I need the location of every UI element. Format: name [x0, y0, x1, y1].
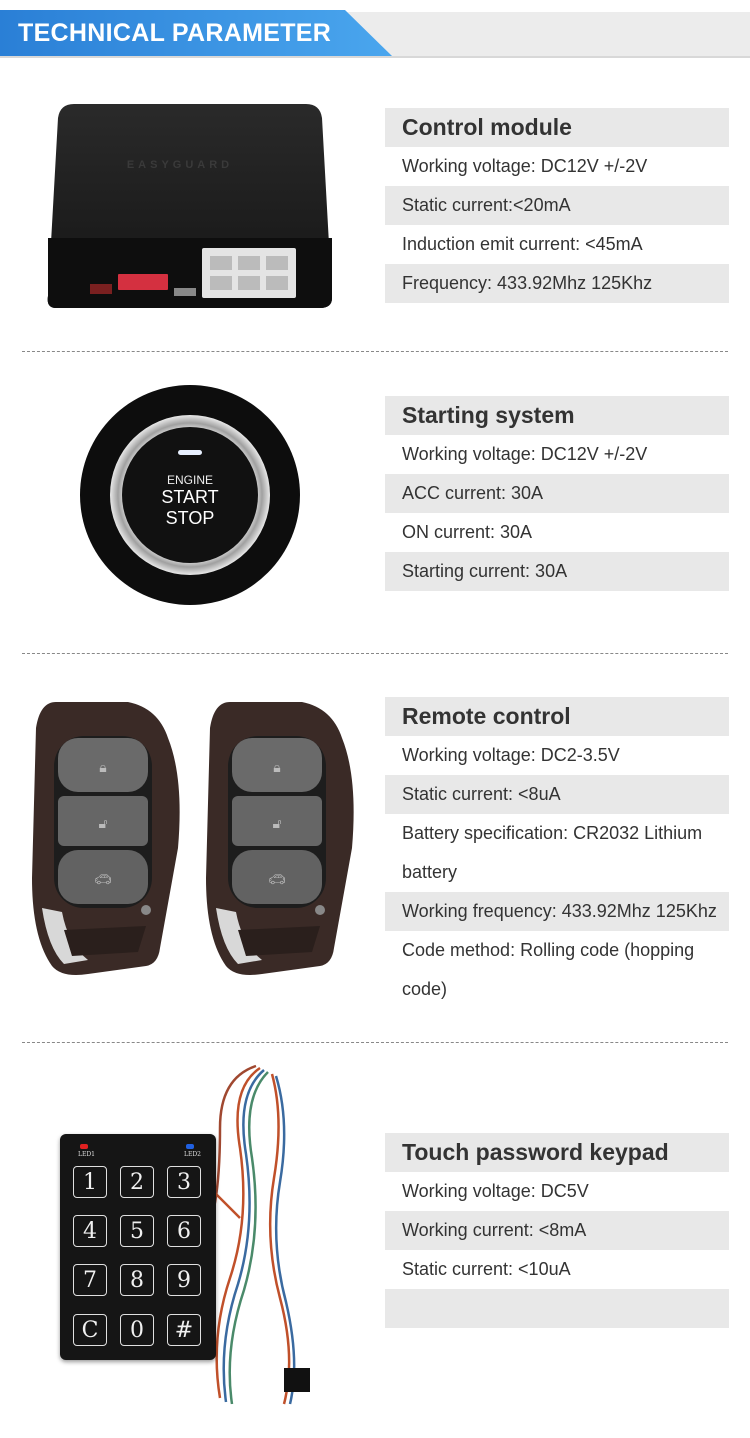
spec-row: Code method: Rolling code (hopping code) — [402, 940, 695, 999]
start-stop-button-image — [78, 384, 302, 606]
spec-row: Static current: <10uA — [402, 1259, 571, 1279]
spec-row: ACC current: 30A — [385, 474, 729, 513]
spec-row: Static current: <8uA — [385, 775, 729, 814]
section-divider — [22, 351, 728, 352]
spec-heading: Starting system — [385, 396, 729, 435]
section-divider — [22, 1042, 728, 1043]
spec-row: Working voltage: DC5V — [402, 1181, 589, 1201]
keypad-specs — [385, 1133, 729, 1328]
keypad-key: 4 — [73, 1215, 107, 1247]
keypad-key: 7 — [73, 1264, 107, 1296]
module-brand-text: EASYGUARD — [126, 159, 234, 171]
button-start-text: START — [161, 487, 219, 507]
svg-text:🔓︎: 🔓︎ — [98, 816, 108, 832]
header-underline — [0, 56, 750, 58]
keypad-key: C — [73, 1314, 107, 1346]
keypad-key: 9 — [167, 1264, 201, 1296]
spec-row: Induction emit current: <45mA — [402, 234, 643, 254]
remote-controls-image — [28, 698, 368, 980]
spec-row: Working voltage: DC12V +/-2V — [402, 444, 648, 464]
starting-system-specs — [385, 396, 729, 591]
keypad-key: 8 — [120, 1264, 154, 1296]
led2-label: LED2 — [184, 1151, 201, 1158]
spec-heading: Touch password keypad — [385, 1133, 729, 1172]
keypad-key: 6 — [167, 1215, 201, 1247]
button-engine-text: ENGINE — [166, 473, 214, 487]
keypad-key: 0 — [120, 1314, 154, 1346]
spec-row: Working frequency: 433.92Mhz 125Khz — [385, 892, 729, 931]
section-divider — [22, 653, 728, 654]
button-stop-text: STOP — [165, 508, 215, 528]
spec-heading: Control module — [385, 108, 729, 147]
remote-control-specs — [385, 697, 729, 1009]
spec-row: ON current: 30A — [402, 522, 533, 542]
svg-text:🔒︎: 🔒︎ — [273, 760, 281, 776]
section-header — [0, 0, 750, 58]
led2-indicator — [186, 1144, 194, 1149]
svg-text:🔓︎: 🔓︎ — [272, 816, 282, 832]
spec-row — [385, 1289, 729, 1328]
page-title: TECHNICAL PARAMETER — [18, 19, 332, 47]
keypad-key: 2 — [120, 1166, 154, 1198]
spec-row: Frequency: 433.92Mhz 125Khz — [385, 264, 729, 303]
svg-text:🔒︎: 🔒︎ — [99, 760, 107, 776]
keypad-key: # — [167, 1314, 201, 1346]
svg-text:🚗︎: 🚗︎ — [268, 872, 286, 888]
control-module-specs — [385, 108, 729, 303]
keypad-image — [60, 1134, 216, 1360]
remote-key-left — [32, 702, 180, 975]
spec-row: Static current:<20mA — [385, 186, 729, 225]
led1-label: LED1 — [78, 1151, 95, 1158]
svg-text:🚗︎: 🚗︎ — [94, 872, 112, 888]
remote-key-right — [206, 702, 354, 975]
spec-row: Working voltage: DC2-3.5V — [402, 745, 620, 765]
keypad-key: 1 — [73, 1166, 107, 1198]
spec-row: Starting current: 30A — [385, 552, 729, 591]
control-module-image — [44, 98, 340, 314]
keypad-key: 5 — [120, 1215, 154, 1247]
led1-indicator — [80, 1144, 88, 1149]
keypad-wires-image — [200, 1058, 320, 1418]
spec-heading: Remote control — [385, 697, 729, 736]
keypad-key: 3 — [167, 1166, 201, 1198]
spec-row: Battery specification: CR2032 Lithium battery — [402, 823, 703, 882]
spec-row: Working voltage: DC12V +/-2V — [402, 156, 648, 176]
spec-row: Working current: <8mA — [385, 1211, 729, 1250]
